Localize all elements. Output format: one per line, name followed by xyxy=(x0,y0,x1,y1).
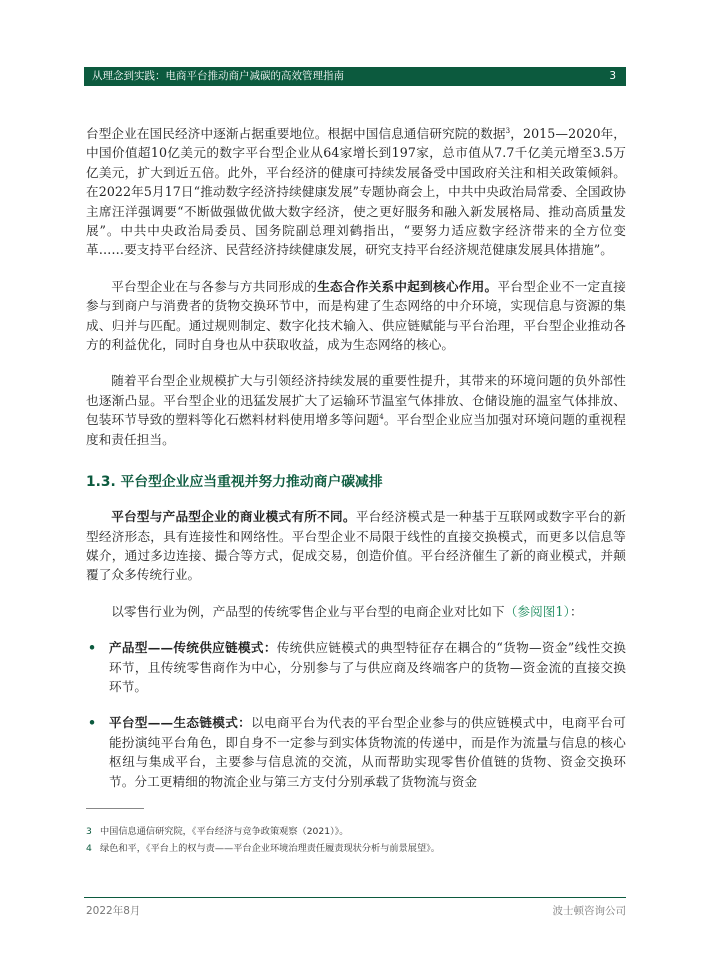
page-number: 3 xyxy=(609,70,616,82)
bullet-1-text: 传统供应链模式的典型特征存在耦合的“货物—资金”线性交换环节，且传统零售商作为中心，分别参与了与供应商及终端客户的货物—资金流的直接交换环节。 xyxy=(109,640,626,694)
running-header xyxy=(84,67,626,86)
paragraph-4-bold: 平台型与产品型企业的商业模式有所不同。 xyxy=(111,509,356,525)
paragraph-3-text-a: 随着平台型企业规模扩大与引领经济持续发展的重要性提升，其带来的环境问题的负外部性也逐渐凸显。平台型企业的迅猛发展扩大了运输环节温室气体排放、仓储设施的温室气体排放、包装环节导致的塑料等化石燃料材料使用增多等问题 xyxy=(86,373,626,428)
footnote-number: 4 xyxy=(86,843,92,854)
bullet-dot-icon: • xyxy=(88,640,97,656)
figure-1-link[interactable]: （参阅图1） xyxy=(504,603,570,619)
paragraph-4 xyxy=(86,507,626,585)
paragraph-1 xyxy=(86,124,626,260)
bullet-2-bold: 平台型——生态链模式： xyxy=(109,715,252,731)
paragraph-1-text-a: 台型企业在国民经济中逐渐占据重要地位。根据中国信息通信研究院的数据 xyxy=(86,126,506,141)
footer-divider xyxy=(84,897,626,898)
bullet-1-bold: 产品型——传统供应链模式： xyxy=(109,640,277,656)
bullet-dot-icon: • xyxy=(88,715,97,731)
footnote-text: 绿色和平，《平台上的权与责——平台企业环境治理责任履责现状分析与前景展望》。 xyxy=(100,843,440,854)
footer-org: 波士顿咨询公司 xyxy=(552,905,626,917)
paragraph-5-text-b: ： xyxy=(569,603,583,619)
paragraph-5-text-a: 以零售行业为例，产品型的传统零售企业与平台型的电商企业对比如下 xyxy=(111,603,505,619)
paragraph-2-text-b: 平台型企业不一定直接参与到商户与消费者的货物交换环节中，而是构建了生态网络的中介环境，实现信息与资源的集成、归并与匹配。通过规则制定、数字化技术输入、供应链赋能与平台治理，平台型企业推动各方的利益优化，同时自身也从中获取收益，成为生态网络的核心。 xyxy=(86,278,627,353)
paragraph-1-text-b: ，2015—2020年，中国价值超10亿美元的数字平台型企业从64家增长到197家，总市值从7.7千亿美元增至3.5万亿美元，扩大到近五倍。此外，平台经济的健康可持续发展备受中国政府关注和相关政策倾斜。在2022年5月17日“推动数字经济持续健康发展”专题协商会上，中共中央政治局常委、全国政协主席汪洋强调要“不断做强做优做大数字经济，使之更好服务和融入新发展格局、推动高质量发展”。中共中央政治局委员、国务院副总理刘鹤指出，“要努力适应数字经济带来的全方位变革……要支持平台经济、民营经济持续健康发展，研究支持平台经济规范健康发展具体措施”。 xyxy=(86,126,626,258)
footnote-divider xyxy=(86,808,144,809)
main-content xyxy=(86,124,626,808)
footnote-ref-4[interactable]: 4 xyxy=(379,413,384,422)
footnote-number: 3 xyxy=(86,826,92,837)
footnote-text: 中国信息通信研究院，《平台经济与竞争政策观察（2021）》。 xyxy=(100,826,349,837)
footer-date: 2022年8月 xyxy=(86,905,141,917)
paragraph-5 xyxy=(86,602,626,621)
paragraph-2-bold: 生态合作关系中起到核心作用。 xyxy=(317,278,498,294)
footnotes xyxy=(86,823,626,857)
header-title: 从理念到实践：电商平台推动商户减碳的高效管理指南 xyxy=(92,70,344,82)
paragraph-2-text-a: 平台型企业在与各参与方共同形成的 xyxy=(111,278,318,294)
paragraph-3 xyxy=(86,371,626,449)
paragraph-3-text-b: 。平台型企业应当加强对环境问题的重视程度和责任担当。 xyxy=(86,412,626,447)
footnote-ref-3[interactable]: 3 xyxy=(505,126,511,135)
paragraph-2 xyxy=(86,277,626,355)
footnote-4 xyxy=(86,840,626,857)
page-footer xyxy=(86,903,626,918)
bullet-2-text: 以电商平台为代表的平台型企业参与的供应链模式中，电商平台可能扮演纯平台角色，即自身不一定参与到实体货物流的传递中，而是作为流量与信息的核心枢纽与集成平台，主要参与信息流的交流，从而帮助实现零售价值链的货物、资金交换环节。分工更精细的物流企业与第三方支付分别承载了货物流与资金 xyxy=(109,715,626,789)
bullet-item-platform xyxy=(86,713,626,791)
bullet-item-product xyxy=(86,638,626,696)
section-heading: 1.3. 平台型企业应当重视并努力推动商户碳减排 xyxy=(86,474,383,491)
paragraph-4-text: 平台经济模式是一种基于互联网或数字平台的新型经济形态，具有连接性和网络性。平台型企业不局限于线性的直接交换模式，而更多以信息等媒介，通过多边连接、撮合等方式，促成交易，创造价值。平台经济催生了新的商业模式，并颠覆了众多传统行业。 xyxy=(86,509,626,583)
footnote-3 xyxy=(86,823,626,840)
